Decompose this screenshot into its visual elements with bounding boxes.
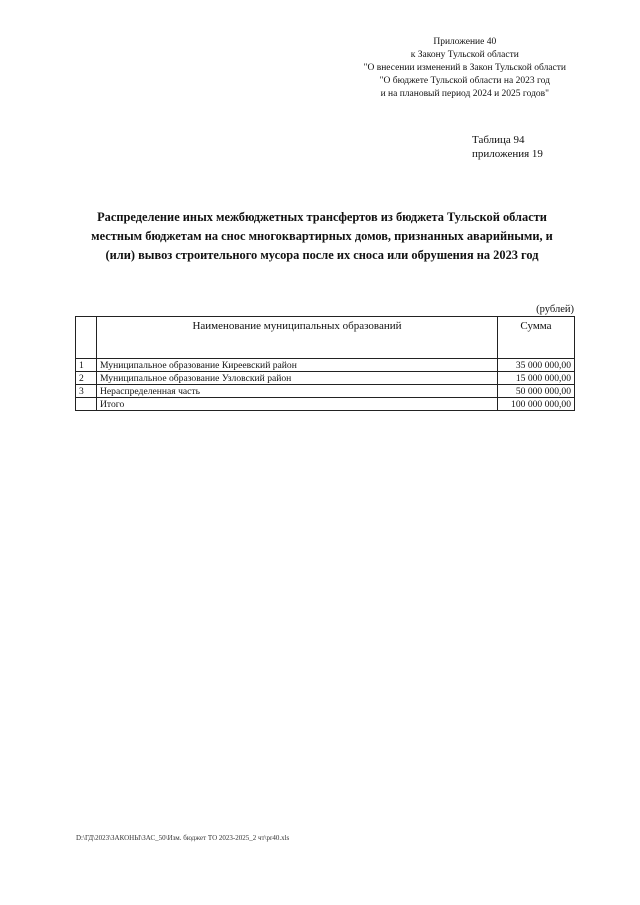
row-sum: 15 000 000,00 [498,372,575,385]
row-name: Нераспределенная часть [97,385,498,398]
transfers-table [75,316,575,411]
header-name-cell: Наименование муниципальных образований [97,317,498,359]
appendix-line: и на плановый период 2024 и 2025 годов" [380,89,550,99]
total-sum: 100 000 000,00 [498,398,575,411]
total-num-cell [76,398,97,411]
row-sum: 35 000 000,00 [498,359,575,372]
table-row [76,385,575,398]
header-sum-cell: Сумма [498,317,575,359]
appendix-line: "О внесении изменений в Закон Тульской области [363,63,566,73]
header-num-cell [76,317,97,359]
units-label: (рублей) [536,304,574,315]
total-row [76,398,575,411]
table-reference [472,133,543,161]
appendix-line: к Закону Тульской области [410,50,519,60]
table-number: Таблица 94 [472,134,525,146]
appendix-line: Приложение 40 [433,37,497,47]
row-num: 2 [76,372,97,385]
row-sum: 50 000 000,00 [498,385,575,398]
row-num: 1 [76,359,97,372]
table-row [76,372,575,385]
appendix-header [364,36,566,101]
document-title: Распределение иных межбюджетных трансфертов из бюджета Тульской области местным бюджетам на снос многоквартирных домов, признанных аварийными, и (или) вывоз строительного мусора после их сноса или обрушения на 2023 год [91,210,553,262]
table-header-row [76,317,575,359]
file-path-footer: D:\ГД\2023\ЗАКОНЫ\ЗАС_50\Изм. бюджет ТО 2023-2025_2 чт\pr40.xls [76,834,290,842]
row-name: Муниципальное образование Киреевский район [97,359,498,372]
row-num: 3 [76,385,97,398]
appendix-line: "О бюджете Тульской области на 2023 год [379,76,550,86]
table-row [76,359,575,372]
appendix-number: приложения 19 [472,148,543,160]
row-name: Муниципальное образование Узловский район [97,372,498,385]
total-label: Итого [97,398,498,411]
